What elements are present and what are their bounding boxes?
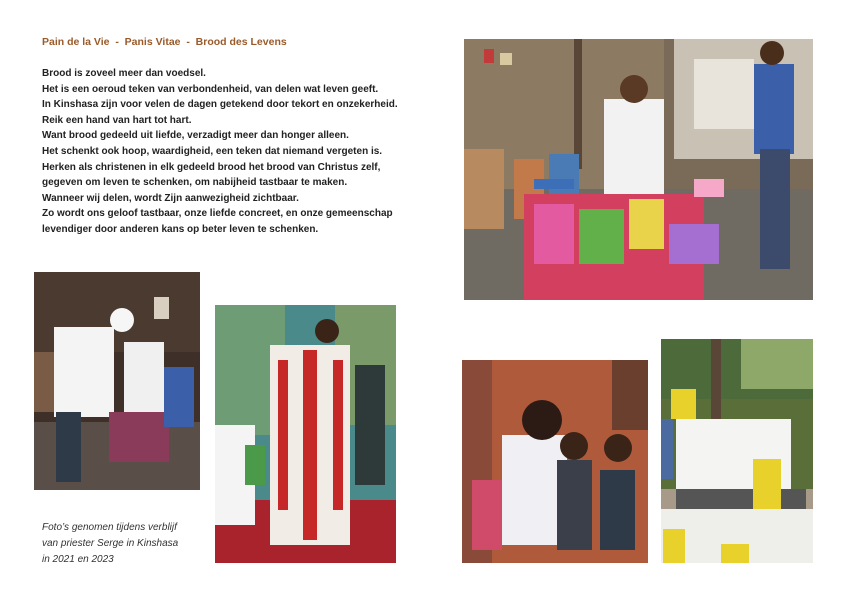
poem-line: Het schenkt ook hoop, waardigheid, een teken dat niemand vergeten is. (42, 145, 383, 157)
poem-line: levendiger door anderen kans op beter leven te schenken. (42, 223, 319, 235)
poem-line: In Kinshasa zijn voor velen de dagen getekend door tekort en onzekerheid. (42, 99, 398, 111)
poem-line: Brood is zoveel meer dan voedsel. (42, 68, 206, 79)
poem-line: gegeven om leven te schenken, om nabijheid tastbaar te maken. (42, 177, 348, 189)
poem-line: Wanneer wij delen, wordt Zijn aanwezigheid zichtbaar. (42, 192, 299, 204)
photo-book-distribution (464, 39, 813, 300)
poem-line: Reik een hand van hart tot hart. (42, 114, 192, 126)
photo-children (462, 360, 648, 563)
poem-text (42, 66, 422, 238)
photo-priest (215, 305, 396, 563)
caption-line: van priester Serge in Kinshasa (42, 538, 179, 549)
poem-line: Herken als christenen in elk gedeeld brood het brood van Christus zelf, (42, 161, 381, 173)
photo-caption (42, 520, 178, 568)
caption-line: Foto’s genomen tijdens verblijf (42, 522, 177, 533)
poem-line: Want brood gedeeld uit liefde, verzadigt meer dan honger alleen. (42, 130, 349, 142)
photo-water-point (661, 339, 813, 563)
poem-line: Het is een oeroud teken van verbondenheid, van delen wat leven geeft. (42, 83, 379, 95)
poem-line: Zo wordt ons geloof tastbaar, onze liefde concreet, en onze gemeenschap (42, 208, 393, 220)
page-title: Pain de la Vie - Panis Vitae - Brood des Levens (42, 36, 287, 48)
caption-line: in 2021 en 2023 (42, 554, 114, 565)
photo-man-with-cap (34, 272, 200, 490)
